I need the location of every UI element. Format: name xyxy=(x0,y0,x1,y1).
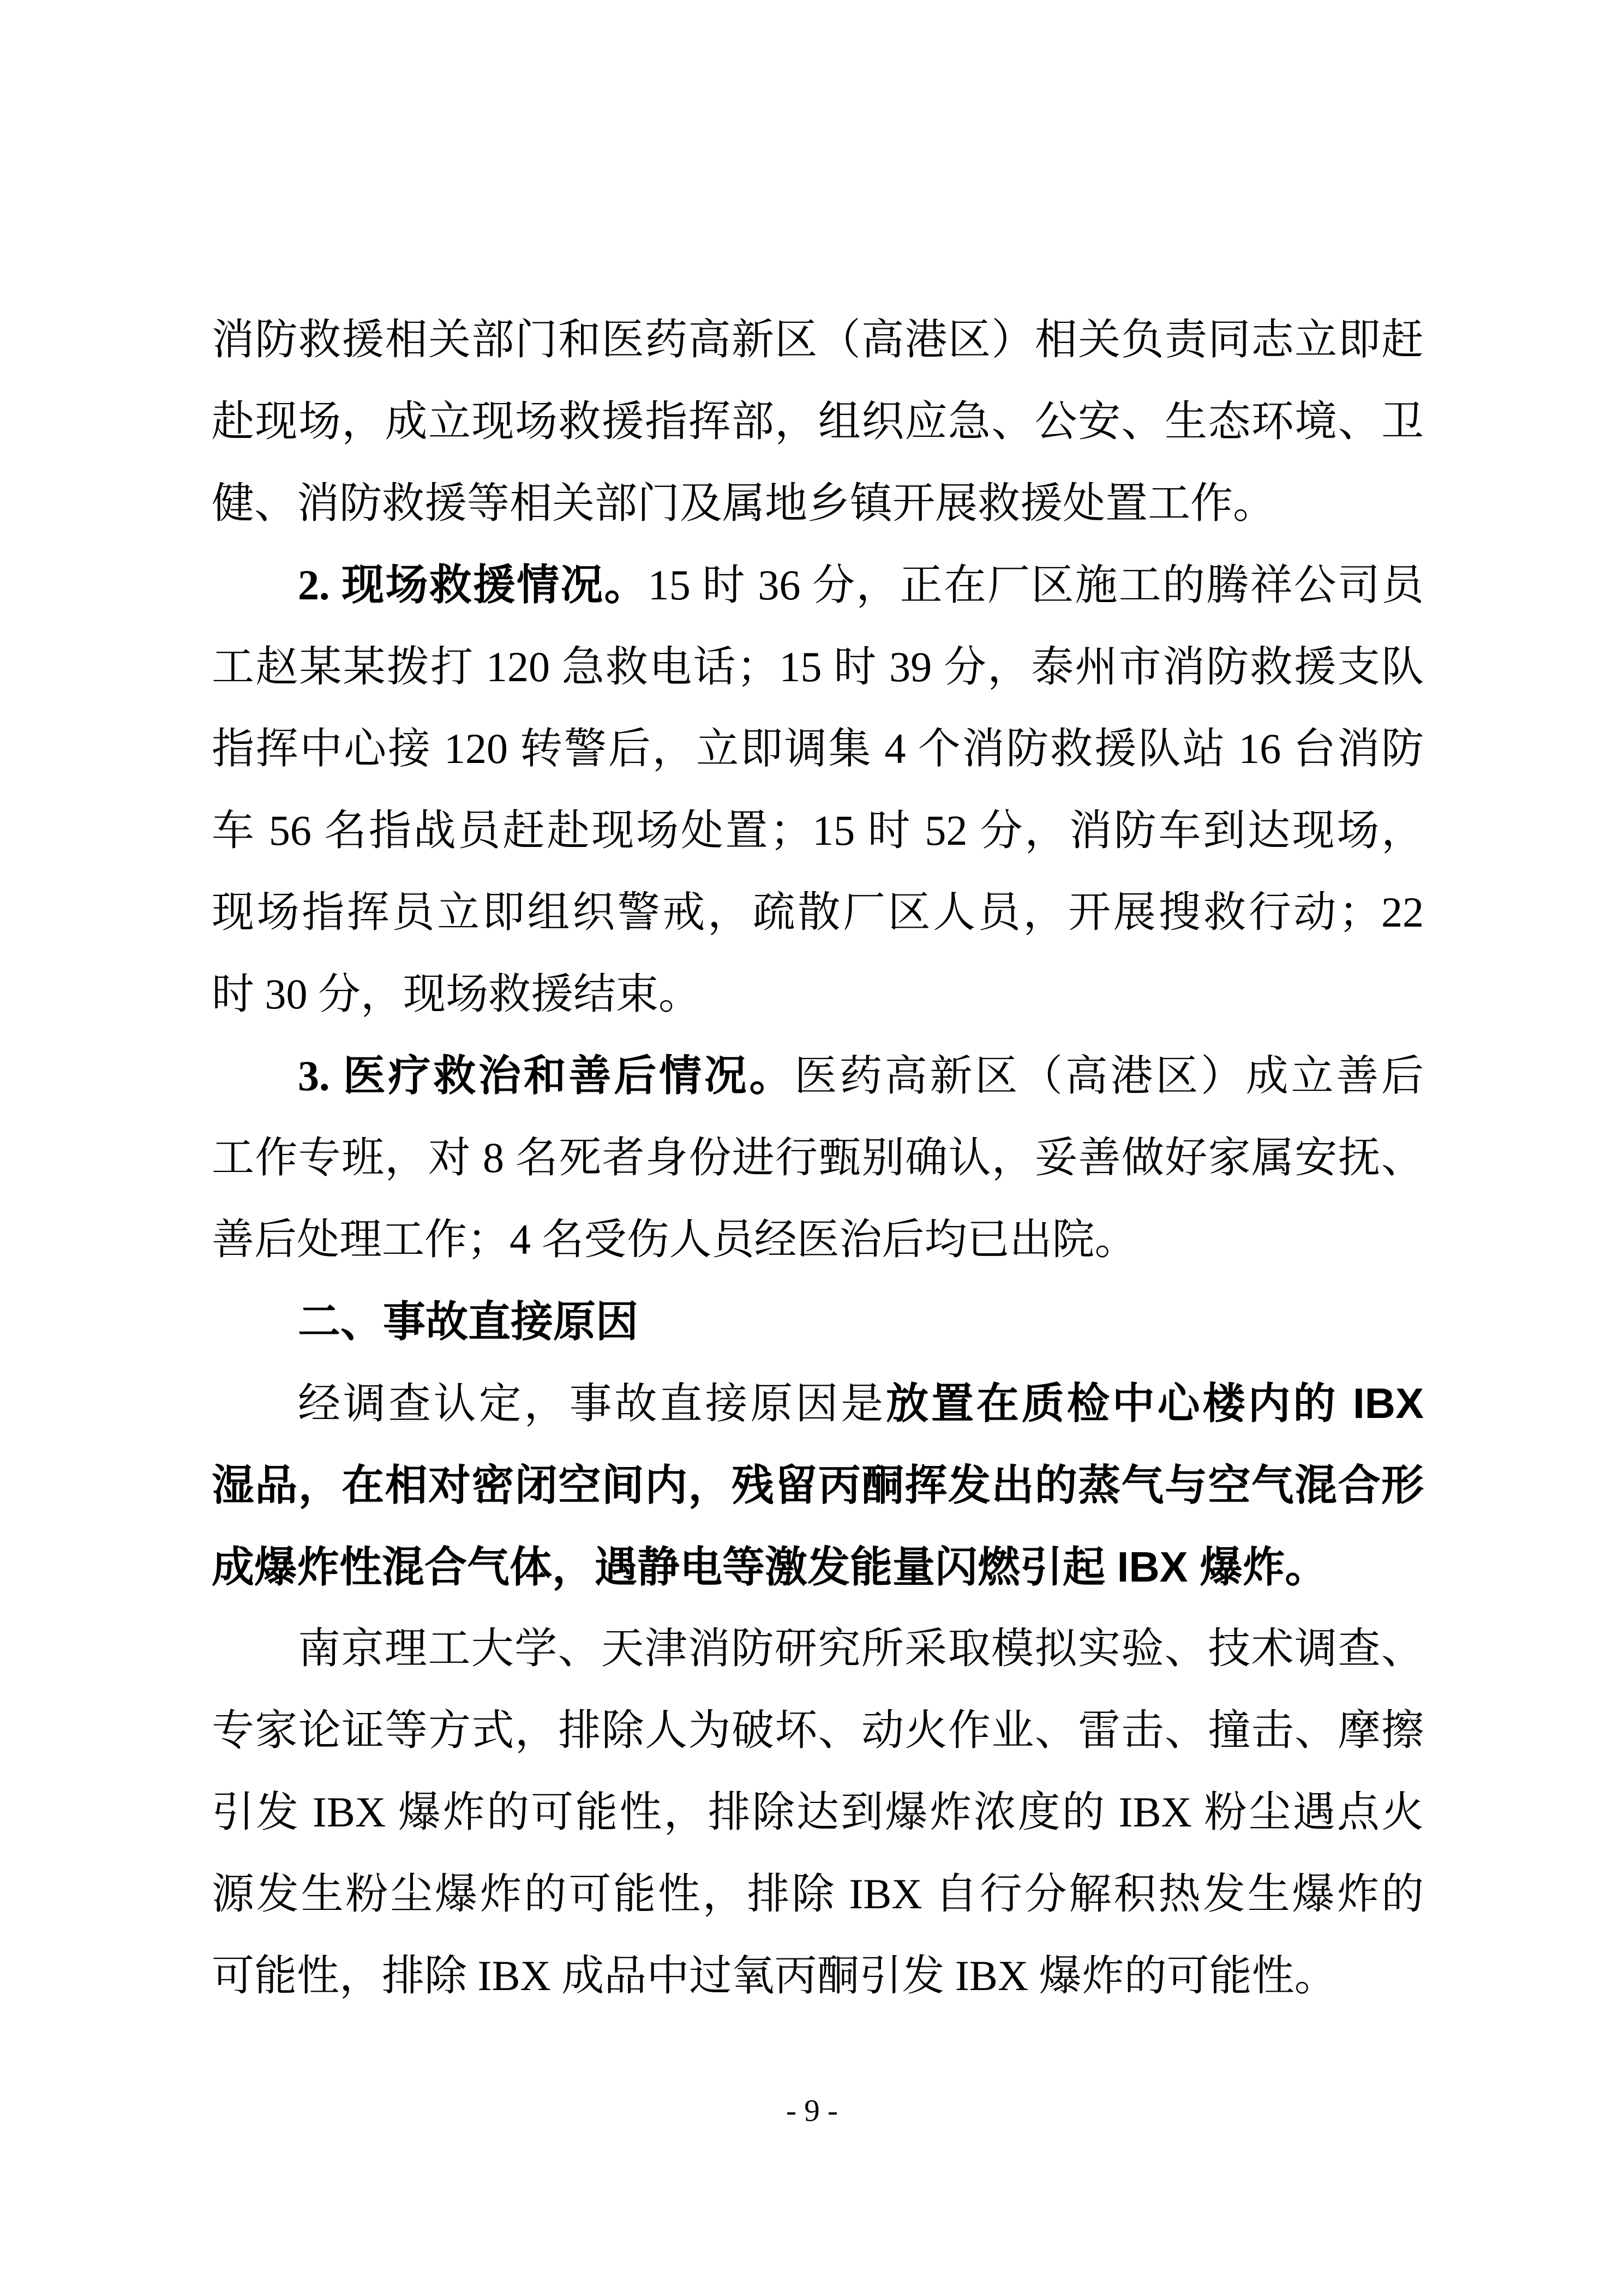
text-line xyxy=(212,1199,1424,1281)
text-run: 成爆炸性混合气体，遇静电等激发能量闪燃引起 IBX 爆炸。 xyxy=(212,1543,1328,1591)
text-run: 健、消防救援等相关部门及属地乡镇开展救援处置工作。 xyxy=(212,479,1276,527)
text-line xyxy=(212,1771,1424,1853)
text-run: 2. 现场救援情况。 xyxy=(298,561,648,609)
text-line xyxy=(212,544,1424,626)
text-line xyxy=(212,1362,1424,1444)
text-run: 经调查认定，事故直接原因是 xyxy=(298,1380,886,1427)
text-line xyxy=(212,1608,1424,1690)
text-run: 二、事故直接原因 xyxy=(298,1297,639,1345)
text-line xyxy=(212,626,1424,708)
text-run: 车 56 名指战员赶赴现场处置；15 时 52 分，消防车到达现场， xyxy=(212,807,1424,854)
text-line xyxy=(212,1935,1424,2017)
text-run: 现场指挥员立即组织警戒，疏散厂区人员，开展搜救行动；22 xyxy=(212,888,1424,936)
text-line xyxy=(212,1853,1424,1935)
text-line xyxy=(212,953,1424,1035)
text-line xyxy=(212,1690,1424,1771)
document-body xyxy=(212,299,1424,2017)
text-line xyxy=(212,299,1424,381)
text-run: 专家论证等方式，排除人为破坏、动火作业、雷击、撞击、摩擦 xyxy=(212,1706,1424,1754)
text-line xyxy=(212,1035,1424,1117)
text-run: 南京理工大学、天津消防研究所采取模拟实验、技术调查、 xyxy=(298,1625,1424,1672)
text-run: 源发生粉尘爆炸的可能性，排除 IBX 自行分解积热发生爆炸的 xyxy=(212,1870,1424,1918)
text-line xyxy=(212,462,1424,544)
text-run: 3. 医疗救治和善后情况。 xyxy=(298,1052,795,1099)
text-run: 医药高新区（高港区）成立善后 xyxy=(794,1052,1424,1099)
text-run: 善后处理工作；4 名受伤人员经医治后均已出院。 xyxy=(212,1216,1137,1263)
text-line xyxy=(212,708,1424,790)
text-run: 指挥中心接 120 转警后，立即调集 4 个消防救援队站 16 台消防 xyxy=(212,725,1424,772)
text-line xyxy=(212,1281,1424,1362)
text-line xyxy=(212,1117,1424,1199)
text-line xyxy=(212,871,1424,953)
text-run: 工作专班，对 8 名死者身份进行甄别确认，妥善做好家属安抚、 xyxy=(212,1134,1424,1181)
text-line xyxy=(212,1526,1424,1608)
text-line xyxy=(212,790,1424,871)
text-line xyxy=(212,1444,1424,1526)
text-run: 时 30 分，现场救援结束。 xyxy=(212,970,702,1018)
text-run: 15 时 36 分，正在厂区施工的腾祥公司员 xyxy=(648,561,1424,609)
page-number: - 9 - xyxy=(786,2094,838,2128)
text-run: 湿品，在相对密闭空间内，残留丙酮挥发出的蒸气与空气混合形 xyxy=(212,1461,1424,1509)
text-run: 引发 IBX 爆炸的可能性，排除达到爆炸浓度的 IBX 粉尘遇点火 xyxy=(212,1788,1424,1836)
text-run: 消防救援相关部门和医药高新区（高港区）相关负责同志立即赶 xyxy=(212,316,1424,363)
text-line xyxy=(212,381,1424,462)
text-run: 可能性，排除 IBX 成品中过氧丙酮引发 IBX 爆炸的可能性。 xyxy=(212,1952,1337,1999)
text-run: 工赵某某拨打 120 急救电话；15 时 39 分，泰州市消防救援支队 xyxy=(212,643,1424,690)
text-run: 放置在质检中心楼内的 IBX xyxy=(886,1379,1424,1427)
text-run: 赴现场，成立现场救援指挥部，组织应急、公安、生态环境、卫 xyxy=(212,398,1424,445)
